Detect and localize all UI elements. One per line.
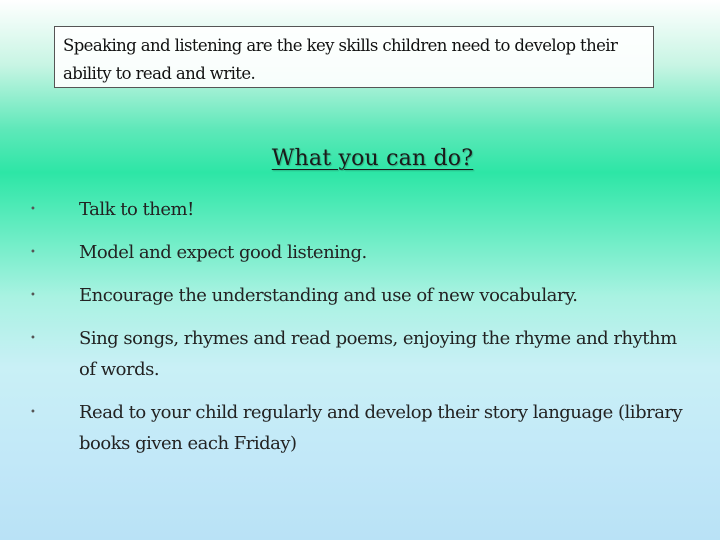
key-skills-callout xyxy=(54,26,654,88)
tips-list xyxy=(0,194,720,471)
bullet-icon: • xyxy=(30,290,36,301)
bullet-icon: • xyxy=(30,407,36,418)
list-item-text: Talk to them! xyxy=(79,199,194,220)
callout-line-1: Speaking and listening are the key skills children need to develop their xyxy=(63,36,618,55)
list-item xyxy=(0,237,720,268)
list-item-text: Model and expect good listening. xyxy=(79,242,367,263)
list-item-text: Encourage the understanding and use of new vocabulary. xyxy=(79,285,578,306)
list-item xyxy=(0,323,720,385)
list-item-text: Sing songs, rhymes and read poems, enjoying the rhyme and rhythm of words. xyxy=(79,328,677,380)
list-item-text: Read to your child regularly and develop their story language (library books given each Friday) xyxy=(79,402,683,454)
callout-line-2: ability to read and write. xyxy=(63,64,256,83)
bullet-icon: • xyxy=(30,247,36,258)
bullet-icon: • xyxy=(30,204,36,215)
section-heading: What you can do? xyxy=(271,146,474,171)
list-item xyxy=(0,194,720,225)
bullet-icon: • xyxy=(30,333,36,344)
list-item xyxy=(0,397,720,459)
list-item xyxy=(0,280,720,311)
